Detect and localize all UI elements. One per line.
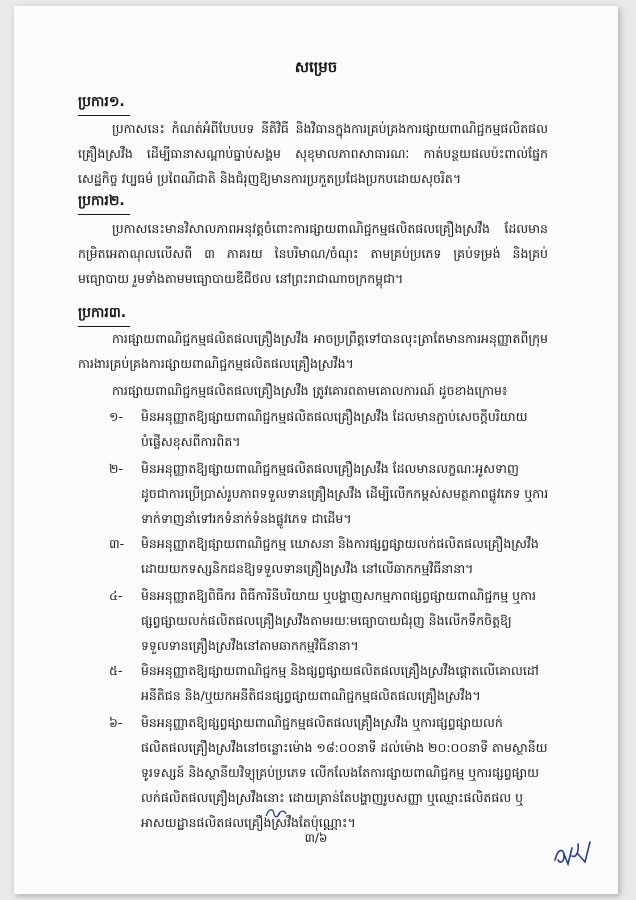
article-3-heading: ប្រការ៣. xyxy=(78,303,126,324)
list-item: ១- មិនអនុញ្ញាតឱ្យផ្សាយពាណិជ្ជកម្មផលិតផលគ្រឿងស្រវឹង ដែលមានភ្ជាប់សេចក្តីបរិយាយបំផ្លើសខុសពីការពិត។ xyxy=(109,409,528,449)
article-3-paragraph-1: ការផ្សាយពាណិជ្ជកម្មផលិតផលគ្រឿងស្រវឹង អាចប្រព្រឹត្តទៅបានលុះត្រាតែមានការអនុញ្ញាតពីក្រុមការងារគ្រប់គ្រងការផ្សាយពាណិជ្ជកម្មផលិតផលគ្រឿងស្រវឹង។ xyxy=(78,331,548,371)
article-1-heading: ប្រការ១. xyxy=(78,92,125,113)
list-item: ២- មិនអនុញ្ញាតឱ្យផ្សាយពាណិជ្ជកម្មផលិតផលគ្រឿងស្រវឹង ដែលមានលក្ខណៈអូសទាញ ដូចជាការប្រើប្រាស់រូបភាពទទួលទានគ្រឿងស្រវឹង ដើម្បីលើកកម្ពស់សមត្ថភាពផ្លូវភេទ ឬការទាក់ទាញនាំទៅរកទំនាក់ទំនងផ្លូវភេទ ជាដើម។ xyxy=(109,461,549,526)
corner-signature xyxy=(552,838,594,870)
list-item: ៦- មិនអនុញ្ញាតឱ្យផ្សព្វផ្សាយពាណិជ្ជកម្មផលិតផលគ្រឿងស្រវឹង ឬការផ្សព្វផ្សាយលក់ផលិតផលគ្រឿងស្រវឹងនៅចន្លោះម៉ោង ១៨:០០នាទី ដល់ម៉ោង ២០:០០នាទី តាមស្ថានីយទូរទស្សន៍ និងស្ថានីយវិទ្យុគ្រប់ប្រភេទ លើកលែងតែការផ្សាយពាណិជ្ជកម្ម ឬការផ្សព្វផ្សាយលក់ផលិតផលគ្រឿងស្រវឹងនោះ ដោយគ្រាន់តែបង្ហាញរូបសញ្ញា ឬឈ្មោះផលិតផល ឬអាសយដ្ឋានផលិតផលគ្រឿងស្រវឹងតែប៉ុណ្ណោះ។ xyxy=(109,715,548,830)
list-item: ៣- មិនអនុញ្ញាតឱ្យផ្សាយពាណិជ្ជកម្ម ឃោសនា និងការផ្សព្វផ្សាយលក់ផលិតផលគ្រឿងស្រវឹង ដោយយកទស្សនិកជនឱ្យទទួលទានគ្រឿងស្រវឹង នៅលើឆាកកម្មវិធីនានា។ xyxy=(109,536,539,576)
list-item: ៤- មិនអនុញ្ញាតឱ្យពិធីករ ពិធីការិនីបរិយាយ ឬបង្ហាញសកម្មភាពផ្សព្វផ្សាយពាណិជ្ជកម្ម ឬការផ្សព្វផ្សាយលក់ផលិតផលគ្រឿងស្រវឹងតាមរយៈមធ្យោបាយជំរុញ និងលើកទឹកចិត្តឱ្យទទួលទានគ្រឿងស្រវឹងនៅតាមឆាកកម្មវិធីនានា។ xyxy=(109,588,536,653)
document-title: សម្រេច xyxy=(294,58,338,76)
document-page xyxy=(14,6,618,894)
article-1-paragraph: ប្រកាសនេះ កំណត់អំពីបែបបទ នីតិវិធី និងវិធានក្នុងការគ្រប់គ្រងការផ្សាយពាណិជ្ជកម្មផលិតផលគ្រឿងស្រវឹង ដើម្បីធានាសណ្តាប់ធ្នាប់សង្គម សុខុមាលភាពសាធារណៈ កាត់បន្ថយផលប៉ះពាល់ផ្នែកសេដ្ឋកិច្ច វប្បធម៌ ប្រពៃណីជាតិ និងជំរុញឱ្យមានការប្រកួតប្រជែងប្រកបដោយសុចរិត។ xyxy=(78,121,548,186)
article-3-paragraph-2: ការផ្សាយពាណិជ្ជកម្មផលិតផលគ្រឿងស្រវឹង ត្រូវគោរពតាមគោលការណ៍ ដូចខាងក្រោម៖ xyxy=(112,383,508,398)
page-number: ៣/៦ xyxy=(304,831,328,845)
article-2-paragraph: ប្រកាសនេះមានវិសាលភាពអនុវត្តចំពោះការផ្សាយពាណិជ្ជកម្មផលិតផលគ្រឿងស្រវឹង ដែលមានកម្រិតអេតាណុលលើសពី ៣ ភាគរយ នៃបរិមាណ/ចំណុះ តាមគ្រប់ប្រភេទ គ្រប់ទម្រង់ និងគ្រប់មធ្យោបាយ រួមទាំងតាមមធ្យោបាយឌីជីថល នៅព្រះរាជាណាចក្រកម្ពុជា។ xyxy=(78,221,548,286)
inline-initials-signature xyxy=(264,806,288,820)
article-2-heading: ប្រការ២. xyxy=(78,191,125,212)
list-item: ៥- មិនអនុញ្ញាតឱ្យផ្សាយពាណិជ្ជកម្ម និងផ្សព្វផ្សាយផលិតផលគ្រឿងស្រវឹងផ្តោតលើគោលដៅអនីតិជន និង/ឬយកអនីតិជនផ្សព្វផ្សាយពាណិជ្ជកម្មផលិតផលគ្រឿងស្រវឹង។ xyxy=(109,663,539,703)
